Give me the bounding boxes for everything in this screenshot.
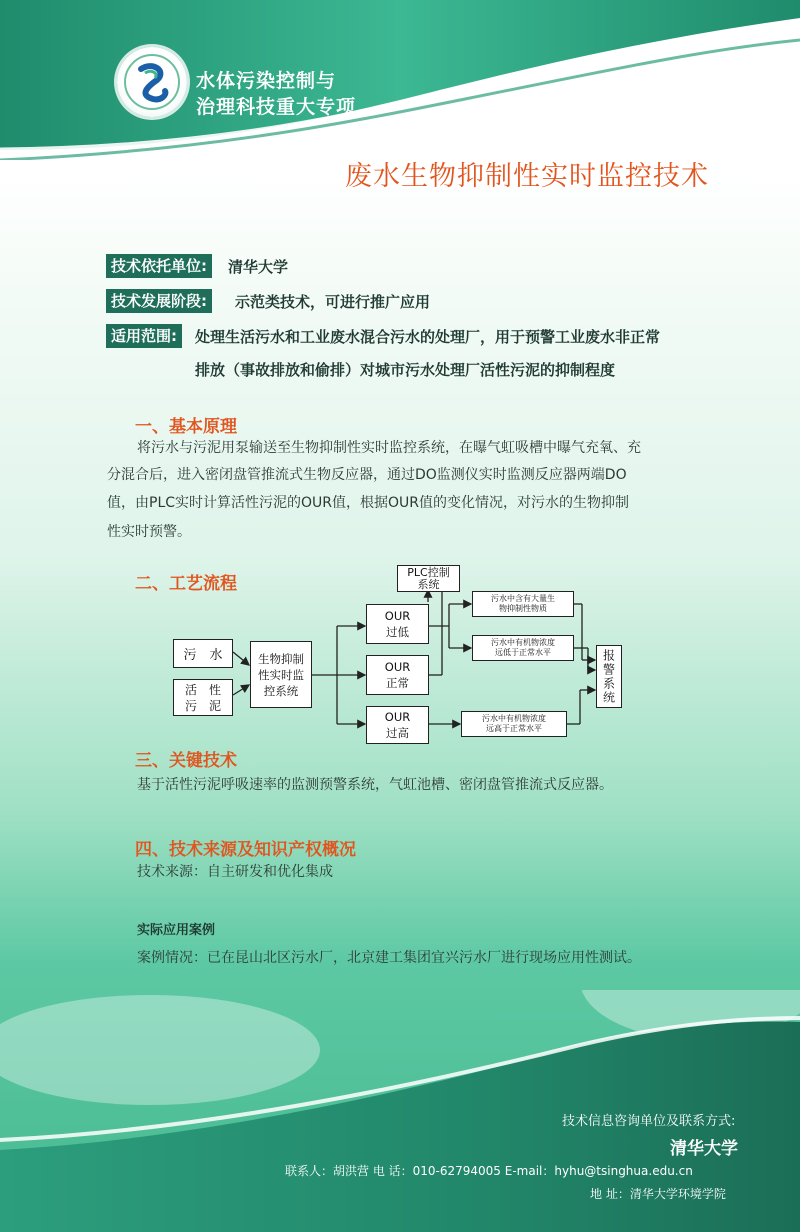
contact-unit: 清华大学 bbox=[670, 1139, 738, 1159]
flow-our-normal-box: OUR 正常 bbox=[366, 655, 429, 695]
support-unit-value: 清华大学 bbox=[228, 258, 289, 276]
dev-stage-value: 示范类技术，可进行推广应用 bbox=[235, 293, 431, 311]
principle-line4: 性实时预警。 bbox=[107, 524, 191, 540]
scope-value-line1: 处理生活污水和工业废水混合污水的处理厂，用于预警工业废水非正常 bbox=[195, 328, 661, 346]
section-principle-heading: 一、基本原理 bbox=[135, 417, 237, 437]
dev-stage-label: 技术发展阶段: bbox=[106, 289, 212, 313]
flow-result-high-organic-box: 污水中有机物浓度 远高于正常水平 bbox=[461, 711, 567, 737]
program-logo bbox=[117, 47, 187, 117]
flow-our-high-box: OUR 过高 bbox=[366, 706, 429, 744]
flow-alarm-box: 报警系统 bbox=[596, 645, 622, 708]
flow-monitor-system-box: 生物抑制 性实时监 控系统 bbox=[250, 641, 312, 708]
flow-wastewater-box: 污 水 bbox=[173, 639, 233, 668]
section-key-tech-heading: 三、关键技术 bbox=[135, 751, 237, 771]
key-tech-text: 基于活性污泥呼吸速率的监测预警系统，气虹池槽、密闭盘管推流式反应器。 bbox=[137, 777, 613, 793]
support-unit-label: 技术依托单位: bbox=[106, 254, 212, 278]
section-source-heading: 四、技术来源及知识产权概况 bbox=[135, 840, 356, 860]
contact-address: 地 址：清华大学环境学院 bbox=[590, 1187, 726, 1201]
source-text: 技术来源：自主研发和优化集成 bbox=[137, 864, 333, 880]
principle-line3: 值，由PLC实时计算活性污泥的OUR值，根据OUR值的变化情况，对污水的生物抑制 bbox=[107, 495, 630, 511]
scope-label: 适用范围: bbox=[106, 324, 182, 348]
section-process-heading: 二、工艺流程 bbox=[135, 574, 237, 594]
org-name-line1: 水体污染控制与 bbox=[196, 70, 337, 92]
flow-sludge-box: 活 性 污 泥 bbox=[173, 679, 233, 716]
flow-result-low-organic-box: 污水中有机物浓度 远低于正常水平 bbox=[472, 635, 574, 661]
flow-plc-box: PLC控制 系统 bbox=[397, 565, 460, 592]
scope-value-line2: 排放（事故排放和偷排）对城市污水处理厂活性污泥的抑制程度 bbox=[195, 361, 616, 379]
case-text: 案例情况：已在昆山北区污水厂，北京建工集团宜兴污水厂进行现场应用性测试。 bbox=[137, 950, 641, 966]
contact-line: 联系人：胡洪营 电 话：010-62794005 E-mail：hyhu@tsinghua.edu.cn bbox=[285, 1164, 693, 1178]
principle-line1: 将污水与污泥用泵输送至生物抑制性实时监控系统，在曝气虹吸槽中曝气充氧、充 bbox=[137, 440, 641, 456]
flow-result-inhibitor-box: 污水中含有大量生 物抑制性物质 bbox=[472, 591, 574, 617]
case-heading: 实际应用案例 bbox=[137, 923, 216, 938]
contact-title: 技术信息咨询单位及联系方式: bbox=[562, 1114, 736, 1129]
org-name-line2: 治理科技重大专项 bbox=[196, 96, 357, 118]
page-title: 废水生物抑制性实时监控技术 bbox=[345, 161, 709, 192]
flow-our-low-box: OUR 过低 bbox=[366, 604, 429, 644]
principle-line2: 分混合后，进入密闭盘管推流式生物反应器，通过DO监测仪实时监测反应器两端DO bbox=[107, 467, 627, 483]
